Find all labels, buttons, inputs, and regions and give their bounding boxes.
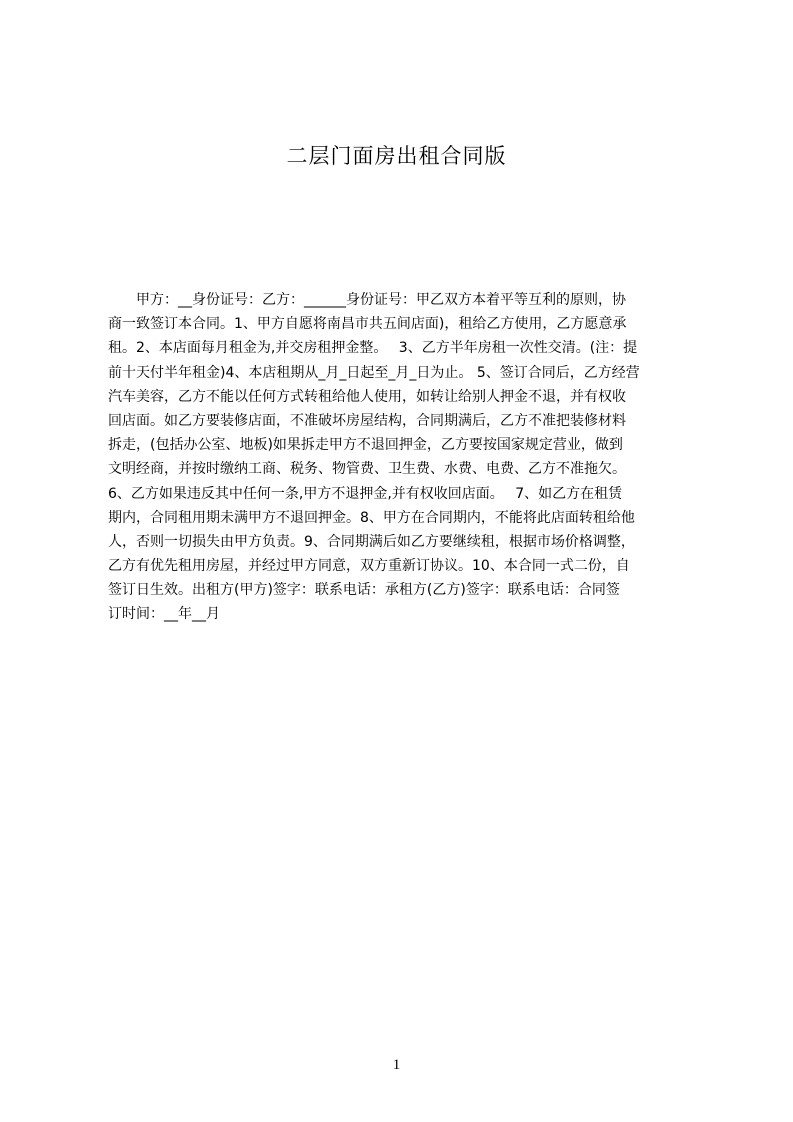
body-line: 甲方：__身份证号：乙方：______身份证号：甲乙双方本着平等互利的原则，协 <box>108 292 626 308</box>
body-line: 汽车美容，乙方不能以任何方式转租给他人使用，如转让给别人押金不退，并有权收 <box>108 388 626 405</box>
page-number: 1 <box>392 1057 401 1073</box>
body-line: 回店面。如乙方要装修店面，不准破坏房屋结构，合同期满后，乙方不准把装修材料 <box>108 412 626 429</box>
document-title: 二层门面房出租合同版 <box>286 144 507 168</box>
body-line: 乙方有优先租用房屋，并经过甲方同意，双方重新订协议。10、本合同一式二份，自 <box>108 558 630 575</box>
body-line: 租。2、本店面每月租金为,并交房租押金整。 3、乙方半年房租一次性交清。(注：提 <box>108 340 638 357</box>
body-line: 期内，合同租用期未满甲方不退回押金。8、甲方在合同期内，不能将此店面转租给他 <box>108 509 635 526</box>
body-line: 前十天付半年租金)4、本店租期从_月_日起至_月_日为止。 5、签订合同后，乙方经营 <box>108 364 640 381</box>
body-line: 人，否则一切损失由甲方负责。9、合同期满后如乙方要继续租，根据市场价格调整， <box>108 533 635 550</box>
body-line: 订时间：__年__月 <box>108 606 220 623</box>
contract-body <box>108 288 698 668</box>
body-line: 商一致签订本合同。1、甲方自愿将南昌市共五间店面)，租给乙方使用，乙方愿意承 <box>108 316 627 333</box>
body-line: 拆走，(包括办公室、地板)如果拆走甲方不退回押金，乙方要按国家规定营业，做到 <box>108 437 623 454</box>
body-line: 签订日生效。出租方(甲方)签字：联系电话：承租方(乙方)签字：联系电话：合同签 <box>108 582 620 599</box>
body-line: 文明经商，并按时缴纳工商、税务、物管费、卫生费、水费、电费、乙方不准拖欠。 <box>108 461 626 478</box>
body-line: 6、乙方如果违反其中任何一条,甲方不退押金,并有权收回店面。 7、如乙方在租赁 <box>108 485 623 502</box>
